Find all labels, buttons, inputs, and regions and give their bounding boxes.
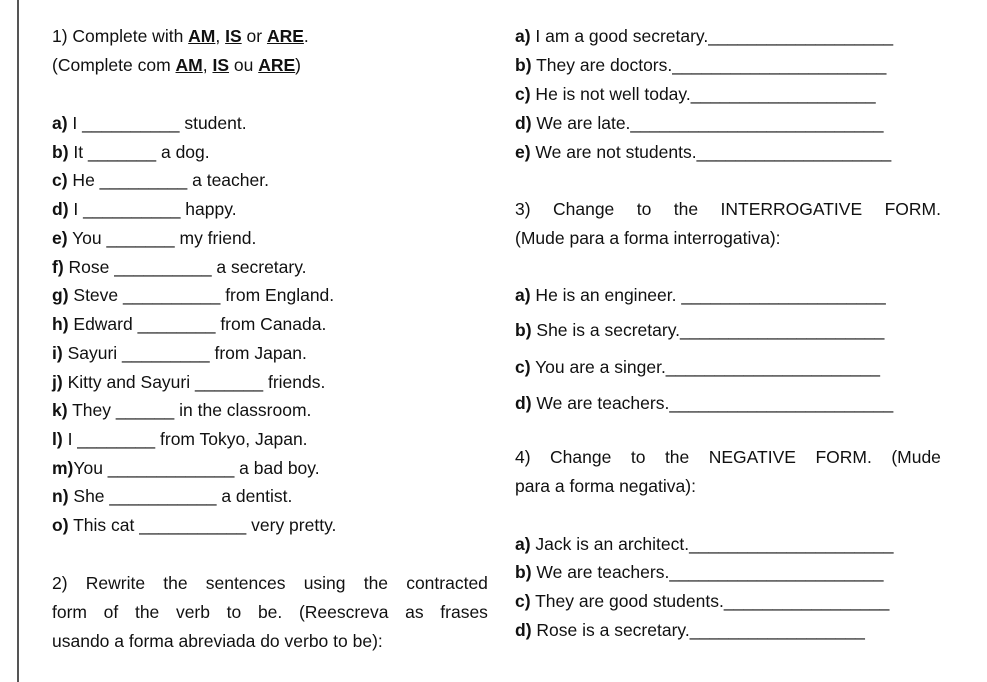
section-4-instruction-line-2: para a forma negativa): bbox=[515, 476, 696, 496]
word: be. bbox=[257, 602, 283, 622]
word: verb bbox=[175, 602, 210, 622]
item-text: We are not students.____________________ bbox=[530, 142, 892, 162]
comma: , bbox=[215, 26, 226, 46]
word: to bbox=[630, 447, 646, 467]
item-text: Kitty and Sayuri _______ friends. bbox=[62, 372, 326, 392]
section-2-instruction-line-2 bbox=[52, 601, 488, 623]
word: frases bbox=[440, 602, 488, 622]
item-label: b) bbox=[52, 142, 69, 162]
rewrite-item bbox=[515, 141, 891, 163]
keyword-am: AM bbox=[175, 55, 203, 75]
item-label: b) bbox=[515, 562, 532, 582]
section-1-title bbox=[52, 25, 309, 47]
exercise-item bbox=[52, 371, 325, 393]
exercise-item bbox=[52, 428, 308, 450]
exercise-item bbox=[52, 284, 334, 306]
exercise-item bbox=[52, 141, 210, 163]
word: the bbox=[673, 199, 699, 219]
item-text: They are doctors.______________________ bbox=[531, 55, 887, 75]
item-label: h) bbox=[52, 314, 69, 334]
word: using bbox=[303, 573, 346, 593]
exercise-item bbox=[52, 399, 311, 421]
item-text: Sayuri _________ from Japan. bbox=[62, 343, 307, 363]
exercise-item bbox=[52, 227, 256, 249]
item-text: We are teachers._______________________ bbox=[531, 393, 894, 413]
word: NEGATIVE bbox=[708, 447, 796, 467]
section-3-instruction-line-1 bbox=[515, 198, 941, 220]
item-text: They are good students._________________ bbox=[530, 591, 890, 611]
item-text: I ________ from Tokyo, Japan. bbox=[62, 429, 308, 449]
item-label: e) bbox=[515, 142, 531, 162]
word: of bbox=[103, 602, 119, 622]
or-text: or bbox=[241, 26, 267, 46]
subtitle-text: (Complete com bbox=[52, 55, 176, 75]
exercise-item bbox=[52, 342, 307, 364]
item-label: c) bbox=[515, 357, 531, 377]
negative-item bbox=[515, 590, 889, 612]
word: FORM. bbox=[884, 199, 941, 219]
item-label: d) bbox=[515, 113, 532, 133]
item-label: b) bbox=[515, 55, 532, 75]
item-text: Steve __________ from England. bbox=[68, 285, 335, 305]
item-text: It _______ a dog. bbox=[68, 142, 210, 162]
item-text: Rose is a secretary.__________________ bbox=[531, 620, 865, 640]
negative-item bbox=[515, 561, 883, 583]
word: Rewrite bbox=[85, 573, 146, 593]
item-label: a) bbox=[515, 285, 531, 305]
section-2-instruction-line-1 bbox=[52, 572, 488, 594]
item-label: a) bbox=[515, 26, 531, 46]
item-label: d) bbox=[52, 199, 69, 219]
interrogative-item bbox=[515, 392, 893, 414]
word: the bbox=[134, 602, 160, 622]
exercise-item bbox=[52, 313, 326, 335]
exercise-item bbox=[52, 485, 292, 507]
interrogative-item bbox=[515, 356, 880, 378]
keyword-is: IS bbox=[225, 26, 242, 46]
item-label: j) bbox=[52, 372, 63, 392]
word: sentences bbox=[205, 573, 286, 593]
item-text: You _____________ a bad boy. bbox=[73, 458, 320, 478]
item-label: b) bbox=[515, 320, 532, 340]
word: to bbox=[226, 602, 242, 622]
section-1-subtitle bbox=[52, 54, 301, 76]
word: 3) bbox=[515, 199, 531, 219]
word: the bbox=[664, 447, 690, 467]
item-text: Rose __________ a secretary. bbox=[63, 257, 307, 277]
item-label: d) bbox=[515, 393, 532, 413]
rewrite-item bbox=[515, 54, 886, 76]
item-text: He is an engineer. _____________________ bbox=[530, 285, 886, 305]
item-text: You _______ my friend. bbox=[67, 228, 257, 248]
item-text: They ______ in the classroom. bbox=[67, 400, 312, 420]
exercise-item bbox=[52, 169, 269, 191]
negative-item bbox=[515, 619, 865, 641]
word: 2) bbox=[52, 573, 68, 593]
item-label: o) bbox=[52, 515, 69, 535]
item-label: k) bbox=[52, 400, 68, 420]
item-label: g) bbox=[52, 285, 69, 305]
word: 4) bbox=[515, 447, 531, 467]
exercise-item bbox=[52, 457, 320, 479]
word: (Reescreva bbox=[298, 602, 389, 622]
word: form bbox=[52, 602, 87, 622]
rewrite-item bbox=[515, 25, 893, 47]
word: FORM. bbox=[815, 447, 872, 467]
comma: , bbox=[202, 55, 213, 75]
item-label: c) bbox=[515, 84, 531, 104]
word: Change bbox=[552, 199, 615, 219]
negative-item bbox=[515, 533, 893, 555]
exercise-item bbox=[52, 256, 307, 278]
keyword-am: AM bbox=[188, 26, 216, 46]
keyword-are: ARE bbox=[258, 55, 296, 75]
exercise-item bbox=[52, 198, 237, 220]
item-label: l) bbox=[52, 429, 63, 449]
keyword-is: IS bbox=[212, 55, 230, 75]
item-label: m) bbox=[52, 458, 74, 478]
keyword-are: ARE bbox=[266, 26, 304, 46]
item-label: d) bbox=[515, 620, 532, 640]
dot: . bbox=[303, 26, 309, 46]
close-paren: ) bbox=[295, 55, 301, 75]
rewrite-item bbox=[515, 112, 883, 134]
item-label: i) bbox=[52, 343, 63, 363]
exercise-item bbox=[52, 514, 336, 536]
section-3-instruction-line-2: (Mude para a forma interrogativa): bbox=[515, 228, 781, 248]
item-label: a) bbox=[52, 113, 68, 133]
item-label: e) bbox=[52, 228, 68, 248]
item-label: c) bbox=[52, 170, 68, 190]
item-text: He _________ a teacher. bbox=[67, 170, 269, 190]
rewrite-item bbox=[515, 83, 876, 105]
item-text: I am a good secretary.___________________ bbox=[530, 26, 894, 46]
word: contracted bbox=[406, 573, 488, 593]
interrogative-item bbox=[515, 284, 886, 306]
word: Change bbox=[550, 447, 612, 467]
item-label: n) bbox=[52, 486, 69, 506]
word: as bbox=[405, 602, 424, 622]
word: INTERROGATIVE bbox=[720, 199, 863, 219]
section-2-instruction-line-3: usando a forma abreviada do verbo to be): bbox=[52, 631, 383, 651]
item-text: We are teachers.______________________ bbox=[531, 562, 884, 582]
exercise-item bbox=[52, 112, 247, 134]
ou-text: ou bbox=[229, 55, 259, 75]
title-text: 1) Complete with bbox=[52, 26, 189, 46]
page-left-border bbox=[17, 0, 19, 682]
item-label: c) bbox=[515, 591, 531, 611]
item-text: I __________ student. bbox=[67, 113, 247, 133]
section-4-instruction-line-1 bbox=[515, 446, 941, 468]
word: to bbox=[636, 199, 652, 219]
item-text: We are late.__________________________ bbox=[531, 113, 884, 133]
item-label: f) bbox=[52, 257, 64, 277]
item-text: You are a singer.______________________ bbox=[530, 357, 880, 377]
item-text: He is not well today.___________________ bbox=[530, 84, 876, 104]
item-text: I __________ happy. bbox=[68, 199, 237, 219]
item-text: She ___________ a dentist. bbox=[68, 486, 293, 506]
item-text: Jack is an architect._____________________ bbox=[530, 534, 894, 554]
interrogative-item bbox=[515, 319, 884, 341]
item-text: Edward ________ from Canada. bbox=[68, 314, 327, 334]
word: (Mude bbox=[891, 447, 941, 467]
item-text: She is a secretary._____________________ bbox=[531, 320, 885, 340]
item-label: a) bbox=[515, 534, 531, 554]
word: the bbox=[363, 573, 389, 593]
word: the bbox=[163, 573, 188, 593]
item-text: This cat ___________ very pretty. bbox=[68, 515, 337, 535]
